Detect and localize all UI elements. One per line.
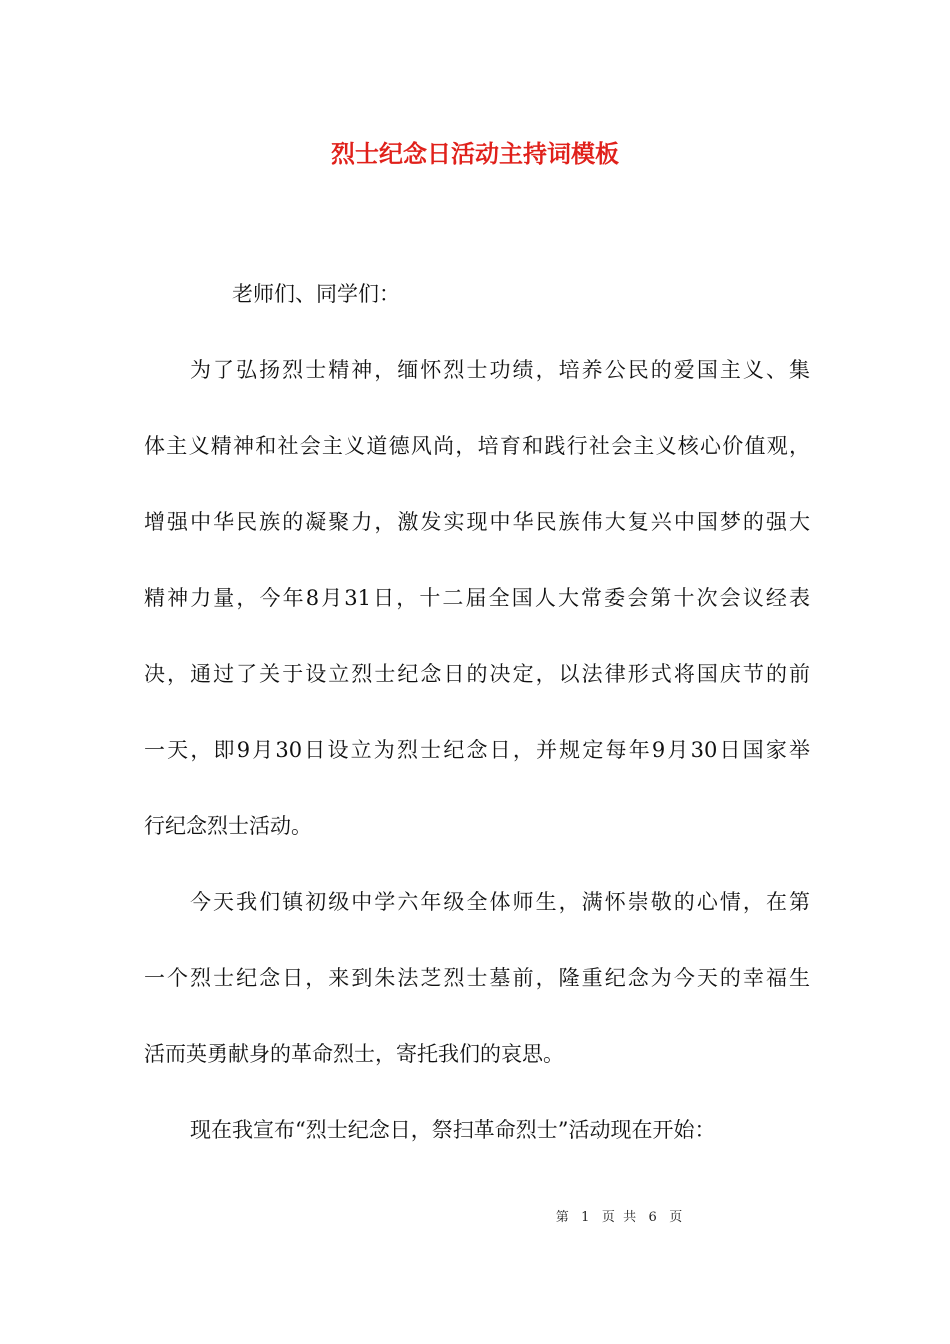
paragraph-1-line-4: 精神力量，今年8月31日，十二届全国人大常委会第十次会议经表 <box>144 586 810 610</box>
page-label-suffix: 页 <box>669 1210 683 1225</box>
paragraph-1-line-3: 增强中华民族的凝聚力，激发实现中华民族伟大复兴中国梦的强大 <box>144 510 810 534</box>
page-footer <box>0 1206 950 1230</box>
paragraph-1-line-7: 行纪念烈士活动。 <box>144 814 312 838</box>
page-label-mid: 页 共 <box>601 1210 637 1225</box>
paragraph-2-line-1: 今天我们镇初级中学六年级全体师生，满怀崇敬的心情，在第 <box>190 890 810 914</box>
paragraph-1-line-5: 决，通过了关于设立烈士纪念日的决定，以法律形式将国庆节的前 <box>144 662 810 686</box>
current-page-number: 1 <box>581 1210 590 1225</box>
document-title: 烈士纪念日活动主持词模板 <box>331 139 619 168</box>
document-body <box>144 272 810 1184</box>
paragraph-3-line-1: 现在我宣布“烈士纪念日，祭扫革命烈士”活动现在开始： <box>190 1118 716 1142</box>
paragraph-2-line-3: 活而英勇献身的革命烈士，寄托我们的哀思。 <box>144 1042 564 1066</box>
salutation-line: 老师们、同学们： <box>232 282 400 306</box>
paragraph-1-line-2: 体主义精神和社会主义道德风尚，培育和践行社会主义核心价值观， <box>144 434 810 458</box>
total-pages-number: 6 <box>648 1210 657 1225</box>
page-label-prefix: 第 <box>555 1210 569 1225</box>
paragraph-2-line-2: 一个烈士纪念日，来到朱法芝烈士墓前，隆重纪念为今天的幸福生 <box>144 966 810 990</box>
paragraph-1-line-1: 为了弘扬烈士精神，缅怀烈士功绩，培养公民的爱国主义、集 <box>190 358 810 382</box>
paragraph-1-line-6: 一天，即9月30日设立为烈士纪念日，并规定每年9月30日国家举 <box>144 738 810 762</box>
